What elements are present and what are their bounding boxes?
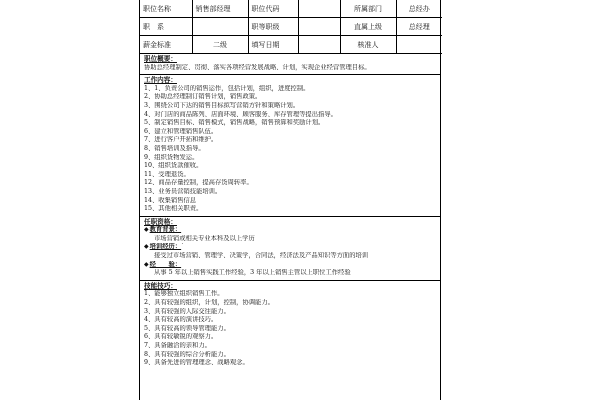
value-approver — [396, 36, 442, 54]
label-approver: 核准人 — [340, 36, 396, 54]
header-table — [140, 0, 442, 54]
duties-title: 工作内容： — [144, 76, 177, 85]
label-job-family: 职 系 — [140, 18, 192, 36]
duty-item: 14、收集销售信息 — [144, 196, 197, 204]
experience-text: 从事 5 年以上销售实践工作经验，3 年以上销售主管以上职位工作经验 — [154, 269, 351, 277]
education-text: 市场营销或相关专业本科及以上学历 — [154, 234, 255, 242]
training-title: 培训经历： — [149, 243, 182, 251]
diamond-bullet-icon: ◆ — [144, 260, 149, 268]
training-heading — [144, 243, 436, 252]
label-department: 所属部门 — [340, 0, 396, 18]
label-salary-standard: 薪金标准 — [140, 36, 192, 54]
value-job-family — [192, 18, 248, 36]
value-job-grade — [298, 18, 340, 36]
education-title: 教育背景： — [149, 226, 182, 234]
duty-item: 2、协助总经理制订销售计划，销售政策。 — [144, 93, 262, 101]
diamond-bullet-icon: ◆ — [144, 243, 149, 251]
value-supervisor: 总经理 — [396, 18, 442, 36]
label-position-code: 职位代码 — [248, 0, 298, 18]
value-salary-standard: 二级 — [192, 36, 248, 54]
skills-section — [140, 281, 440, 370]
skill-item: 8、具有较强的综合分析能力。 — [144, 350, 230, 358]
duties-section — [140, 75, 440, 217]
overview-section — [140, 54, 440, 75]
training-text: 接受过市场营销、管理学、决策学，合同法，经济法及产品知识等方面的培训 — [154, 252, 369, 260]
training-mark: ` — [181, 243, 185, 251]
duty-item: 8、销售培训及指导。 — [144, 144, 205, 152]
skill-item: 2、具有较强的组织，计划，控制，协调能力。 — [144, 299, 274, 307]
skills-title: 技能技巧： — [144, 281, 177, 290]
skill-item: 4、具有较高的演讲技巧。 — [144, 316, 218, 324]
duty-item: 12、商品存量控制，提高存货周转率。 — [144, 179, 253, 187]
label-supervisor: 直属上级 — [340, 18, 396, 36]
duty-item: 11、受理退货。 — [144, 170, 190, 178]
overview-text: 协助总经理制定、贯彻、落实各项经营发展战略、计划，实现企业经营管理目标。 — [144, 63, 371, 71]
diamond-bullet-icon: ◆ — [144, 226, 149, 234]
skill-item: 1、能够独立组织销售工作。 — [144, 290, 224, 298]
duty-item: 3、围绕公司下达的销售目标拟写营销方针和策略计划。 — [144, 101, 300, 109]
qualifications-title: 任职资格： — [144, 217, 177, 226]
experience-title: 经 验： — [149, 260, 182, 268]
label-fill-date: 填写日期 — [248, 36, 298, 54]
duty-item: 13、业务员营销技能培训。 — [144, 187, 222, 195]
header-row-1 — [140, 0, 442, 18]
label-position-name: 职位名称 — [140, 0, 192, 18]
skill-item: 3、具有较强的人际交往能力。 — [144, 307, 230, 315]
qualifications-section — [140, 217, 440, 281]
education-heading — [144, 226, 436, 235]
skill-item: 9、具备先进的管理理念、战略观念。 — [144, 359, 249, 367]
duty-item: 1、1、负责公司的销售运作，包括计划，组织，进度控制。 — [144, 84, 310, 92]
value-position-code — [298, 0, 340, 18]
skill-item: 7、具备融洽的亲和力。 — [144, 342, 211, 349]
header-row-3 — [140, 36, 442, 54]
duty-item: 15、其他相关职责。 — [144, 205, 203, 213]
duty-item: 5、制定销售目标、销售模式，销售战略，销售预算和奖励计划。 — [144, 119, 325, 127]
duty-item: 4、对门店的商品陈列、店面环境、顾客服务、库存管理等提出指导。 — [144, 110, 337, 118]
value-department: 总经办 — [396, 0, 442, 18]
header-row-2 — [140, 18, 442, 36]
duty-item: 10、组织货款催收。 — [144, 162, 203, 170]
overview-title: 职位概要： — [144, 55, 177, 63]
skill-item: 6、具有较敏锐的观察力。 — [144, 333, 218, 341]
label-job-grade: 职等职级 — [248, 18, 298, 36]
duty-item: 7、进行客户开拓和维护。 — [144, 136, 218, 144]
value-fill-date — [298, 36, 340, 54]
experience-heading — [144, 261, 436, 270]
value-position-name: 销售部经理 — [192, 0, 248, 18]
job-description-document — [139, 0, 441, 400]
skill-item: 5、具有较高的领导管理能力。 — [144, 324, 230, 332]
duty-item: 9、组织货物发运。 — [144, 153, 199, 161]
duty-item: 6、建立和管理销售队伍。 — [144, 127, 218, 135]
